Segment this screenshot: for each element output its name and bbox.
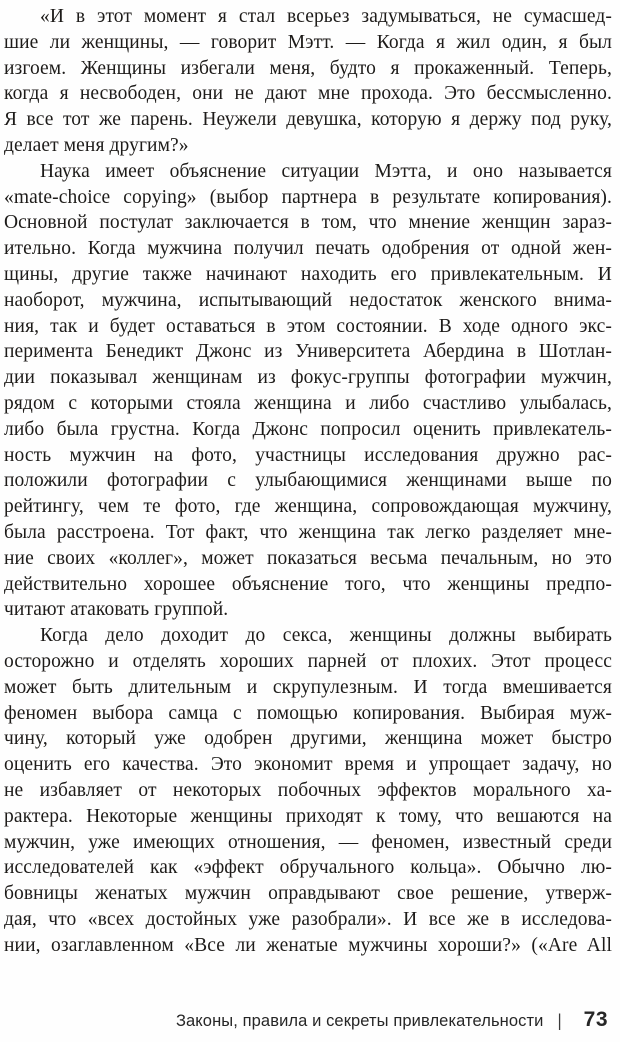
text-line: «mate-choice copying» (выбор партнера в результате копирования). bbox=[4, 186, 612, 208]
text-line: мужчин, уже имеющих отношения, — феномен, известный среди bbox=[4, 831, 612, 853]
text-block bbox=[4, 4, 612, 958]
text-line: шие ли женщины, — говорит Мэтт. — Когда я жил один, я был bbox=[4, 31, 612, 53]
text-line: Основной постулат заключается в том, что мнение женщин зараз- bbox=[4, 212, 612, 234]
text-line: перимента Бенедикт Джонс из Университета Абердина в Шотлан- bbox=[4, 341, 612, 363]
text-line: Наука имеет объяснение ситуации Мэтта, и оно называется bbox=[40, 160, 612, 182]
page-number: 73 bbox=[583, 1008, 608, 1031]
text-line: может быть длительным и скрупулезным. И тогда вмешивается bbox=[4, 676, 612, 698]
text-line: дии показывал женщинам из фокус-группы фотографии мужчин, bbox=[4, 367, 612, 389]
paragraph bbox=[4, 623, 612, 958]
text-line: положили фотографии с улыбающимися женщинами выше по bbox=[4, 470, 612, 492]
text-line: дая, что «всех достойных уже разобрали». И все же в исследова- bbox=[4, 908, 612, 930]
text-line: была расстроена. Тот факт, что женщина так легко разделяет мне- bbox=[4, 521, 612, 543]
paragraph bbox=[4, 4, 612, 159]
text-line: рактера. Некоторые женщины приходят к тому, что вешаются на bbox=[4, 805, 612, 827]
text-line: щины, другие также начинают находить его привлекательным. И bbox=[4, 263, 612, 285]
paragraph bbox=[4, 159, 612, 623]
text-line: либо была грустна. Когда Джонс попросил оценить привлекатель- bbox=[4, 418, 612, 440]
page-footer bbox=[0, 1008, 608, 1032]
text-line: наоборот, мужчина, испытывающий недостаток женского внима- bbox=[4, 289, 612, 311]
text-line: не избавляет от некоторых побочных эффектов морального ха- bbox=[4, 779, 612, 801]
text-line: ность мужчин на фото, участницы исследования дружно рас- bbox=[4, 444, 612, 466]
text-line: изгоем. Женщины избегали меня, будто я прокаженный. Теперь, bbox=[4, 57, 612, 79]
footer-separator: | bbox=[557, 1012, 562, 1031]
text-line: бовницы женатых мужчин оправдывают свое решение, утверж- bbox=[4, 883, 612, 905]
text-line: Я все тот же парень. Неужели девушка, которую я держу под руку, bbox=[4, 109, 612, 131]
text-line: действительно хорошее объяснение того, что женщины предпо- bbox=[4, 573, 612, 595]
text-line: Когда дело доходит до секса, женщины должны выбирать bbox=[40, 625, 612, 647]
text-line: «И в этот момент я стал всерьез задумываться, не сумасшед- bbox=[40, 6, 612, 27]
text-line: когда я несвободен, они не дают мне прохода. Это бессмысленно. bbox=[4, 83, 612, 105]
text-line: рейтингу, чем те фото, где женщина, сопровождающая мужчину, bbox=[4, 496, 612, 518]
text-line: делает меня другим?» bbox=[4, 134, 189, 156]
running-title: Законы, правила и секреты привлекательности bbox=[175, 1012, 544, 1030]
text-line: ние своих «коллег», может показаться весьма печальным, но это bbox=[4, 547, 612, 569]
text-line: феномен выбора самца с помощью копирования. Выбирая муж- bbox=[4, 702, 612, 724]
text-line: читают атаковать группой. bbox=[4, 599, 229, 621]
text-line: осторожно и отделять хороших парней от плохих. Этот процесс bbox=[4, 650, 612, 672]
text-line: ния, так и будет оставаться в этом состоянии. В ходе одного экс- bbox=[4, 315, 612, 337]
text-line: рядом с которыми стояла женщина и либо счастливо улыбалась, bbox=[4, 392, 612, 414]
text-line: оценить его качества. Это экономит время и упрощает задачу, но bbox=[4, 754, 612, 776]
text-line: ительно. Когда мужчина получил печать одобрения от одной жен- bbox=[4, 238, 612, 260]
text-line: нии, озаглавленном «Все ли женатые мужчины хороши?» («Are All bbox=[4, 934, 612, 956]
text-line: исследователей как «эффект обручального кольца». Обычно лю- bbox=[4, 857, 612, 879]
text-line: чину, который уже одобрен другими, женщина может быстро bbox=[4, 728, 612, 750]
